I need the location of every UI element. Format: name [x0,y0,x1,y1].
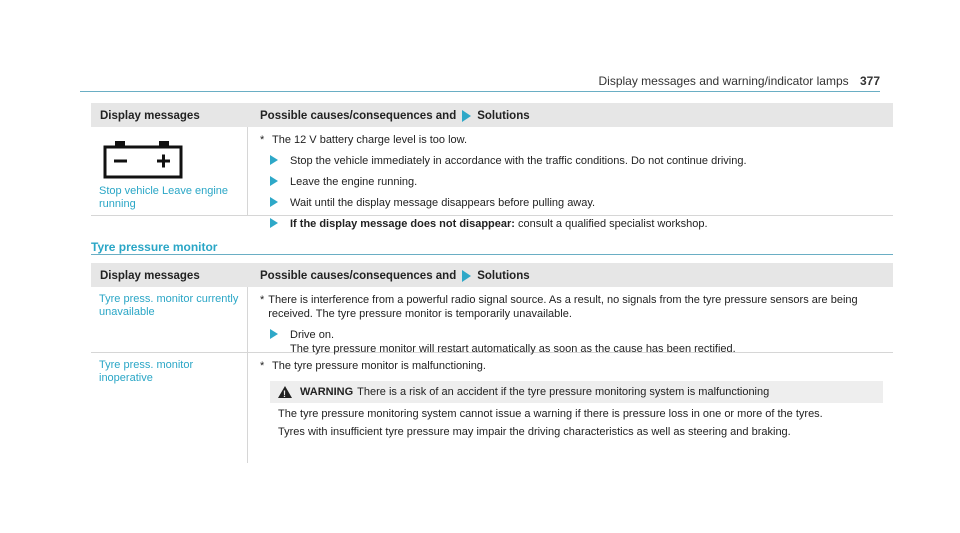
cause-text: The tyre pressure monitor is malfunctioning. [272,360,486,372]
solution-step-text: Stop the vehicle immediately in accordance with the traffic conditions. Do not continue driving. [290,155,747,167]
header-title: Display messages and warning/indicator lamps [598,74,849,88]
col-header-messages: Display messages [100,110,200,122]
cause-text: There is interference from a powerful radio signal source. As a result, no signals from the tyre pressure sensors are being received. The tyre pressure monitor is temporarily unavailable. [268,294,858,320]
solution-step-text: Leave the engine running. [290,176,418,188]
header-rule [80,91,880,92]
table-header [91,263,893,287]
warning-label: WARNING [300,386,354,398]
message-cell [91,353,248,463]
table-row [91,353,893,463]
solution-step [270,196,883,210]
arrow-right-icon [270,218,278,228]
message-text: Tyre press. monitor currently unavailable [99,293,239,318]
warning-triangle-icon [278,386,292,398]
solution-step-text: Drive on. [290,329,335,341]
solution-step [270,154,883,168]
message-text: Stop vehicle Leave engine running [99,185,229,210]
warning-text: There is a risk of an accident if the tyre pressure monitoring system is malfunctioning [357,386,770,398]
warning-body-2: Tyres with insufficient tyre pressure may impair the driving characteristics as well as steering and braking. [278,426,791,438]
section-rule [91,254,893,255]
page-number: 377 [859,74,880,88]
solution-step [270,217,883,231]
causes-cell [248,287,893,355]
arrow-right-icon [270,197,278,207]
cause-text: The 12 V battery charge level is too low. [272,134,468,146]
solution-step-text: consult a qualified specialist workshop. [518,218,708,230]
arrow-right-icon [462,110,471,122]
message-cell [91,127,248,215]
col-header-causes-text: Possible causes/consequences and [260,110,457,122]
table-header [91,103,893,127]
solution-step [270,175,883,189]
solution-step-bold: If the display message does not disappear: [290,218,515,230]
solution-step [270,328,883,356]
causes-cell [248,127,893,230]
col-header-messages: Display messages [100,270,200,282]
cause-line: * There is interference from a powerful radio signal source. As a result, no signals from the tyre pressure sensors are being received. The tyre pressure monitor is temporarily unavailable. [260,293,883,321]
table-row [91,287,893,353]
message-text: Tyre press. monitor inoperative [99,359,194,384]
tyre-pressure-table [91,263,893,463]
page-header [599,74,881,88]
arrow-right-icon [270,329,278,339]
section-title: Tyre pressure monitor [91,240,218,254]
solution-step-text: Wait until the display message disappears before pulling away. [290,197,596,209]
arrow-right-icon [462,270,471,282]
display-messages-table [91,103,893,230]
col-header-causes-text: Possible causes/consequences and [260,270,457,282]
solution-step-note: The tyre pressure monitor will restart automatically as soon as the cause has been rectified. [290,343,736,355]
col-header-causes [260,270,530,282]
causes-cell [248,353,893,463]
col-header-solutions-text: Solutions [477,110,530,122]
warning-box [270,381,883,403]
col-header-solutions-text: Solutions [477,270,530,282]
arrow-right-icon [270,176,278,186]
cause-line: * The tyre pressure monitor is malfunctioning. [260,360,486,372]
battery-icon [99,135,185,181]
col-header-causes [260,110,530,122]
message-cell [91,287,248,352]
cause-line: * The 12 V battery charge level is too low. [260,134,468,146]
warning-body-1: The tyre pressure monitoring system cannot issue a warning if there is pressure loss in one or more of the tyres. [278,408,823,420]
table-row [91,127,893,230]
arrow-right-icon [270,155,278,165]
